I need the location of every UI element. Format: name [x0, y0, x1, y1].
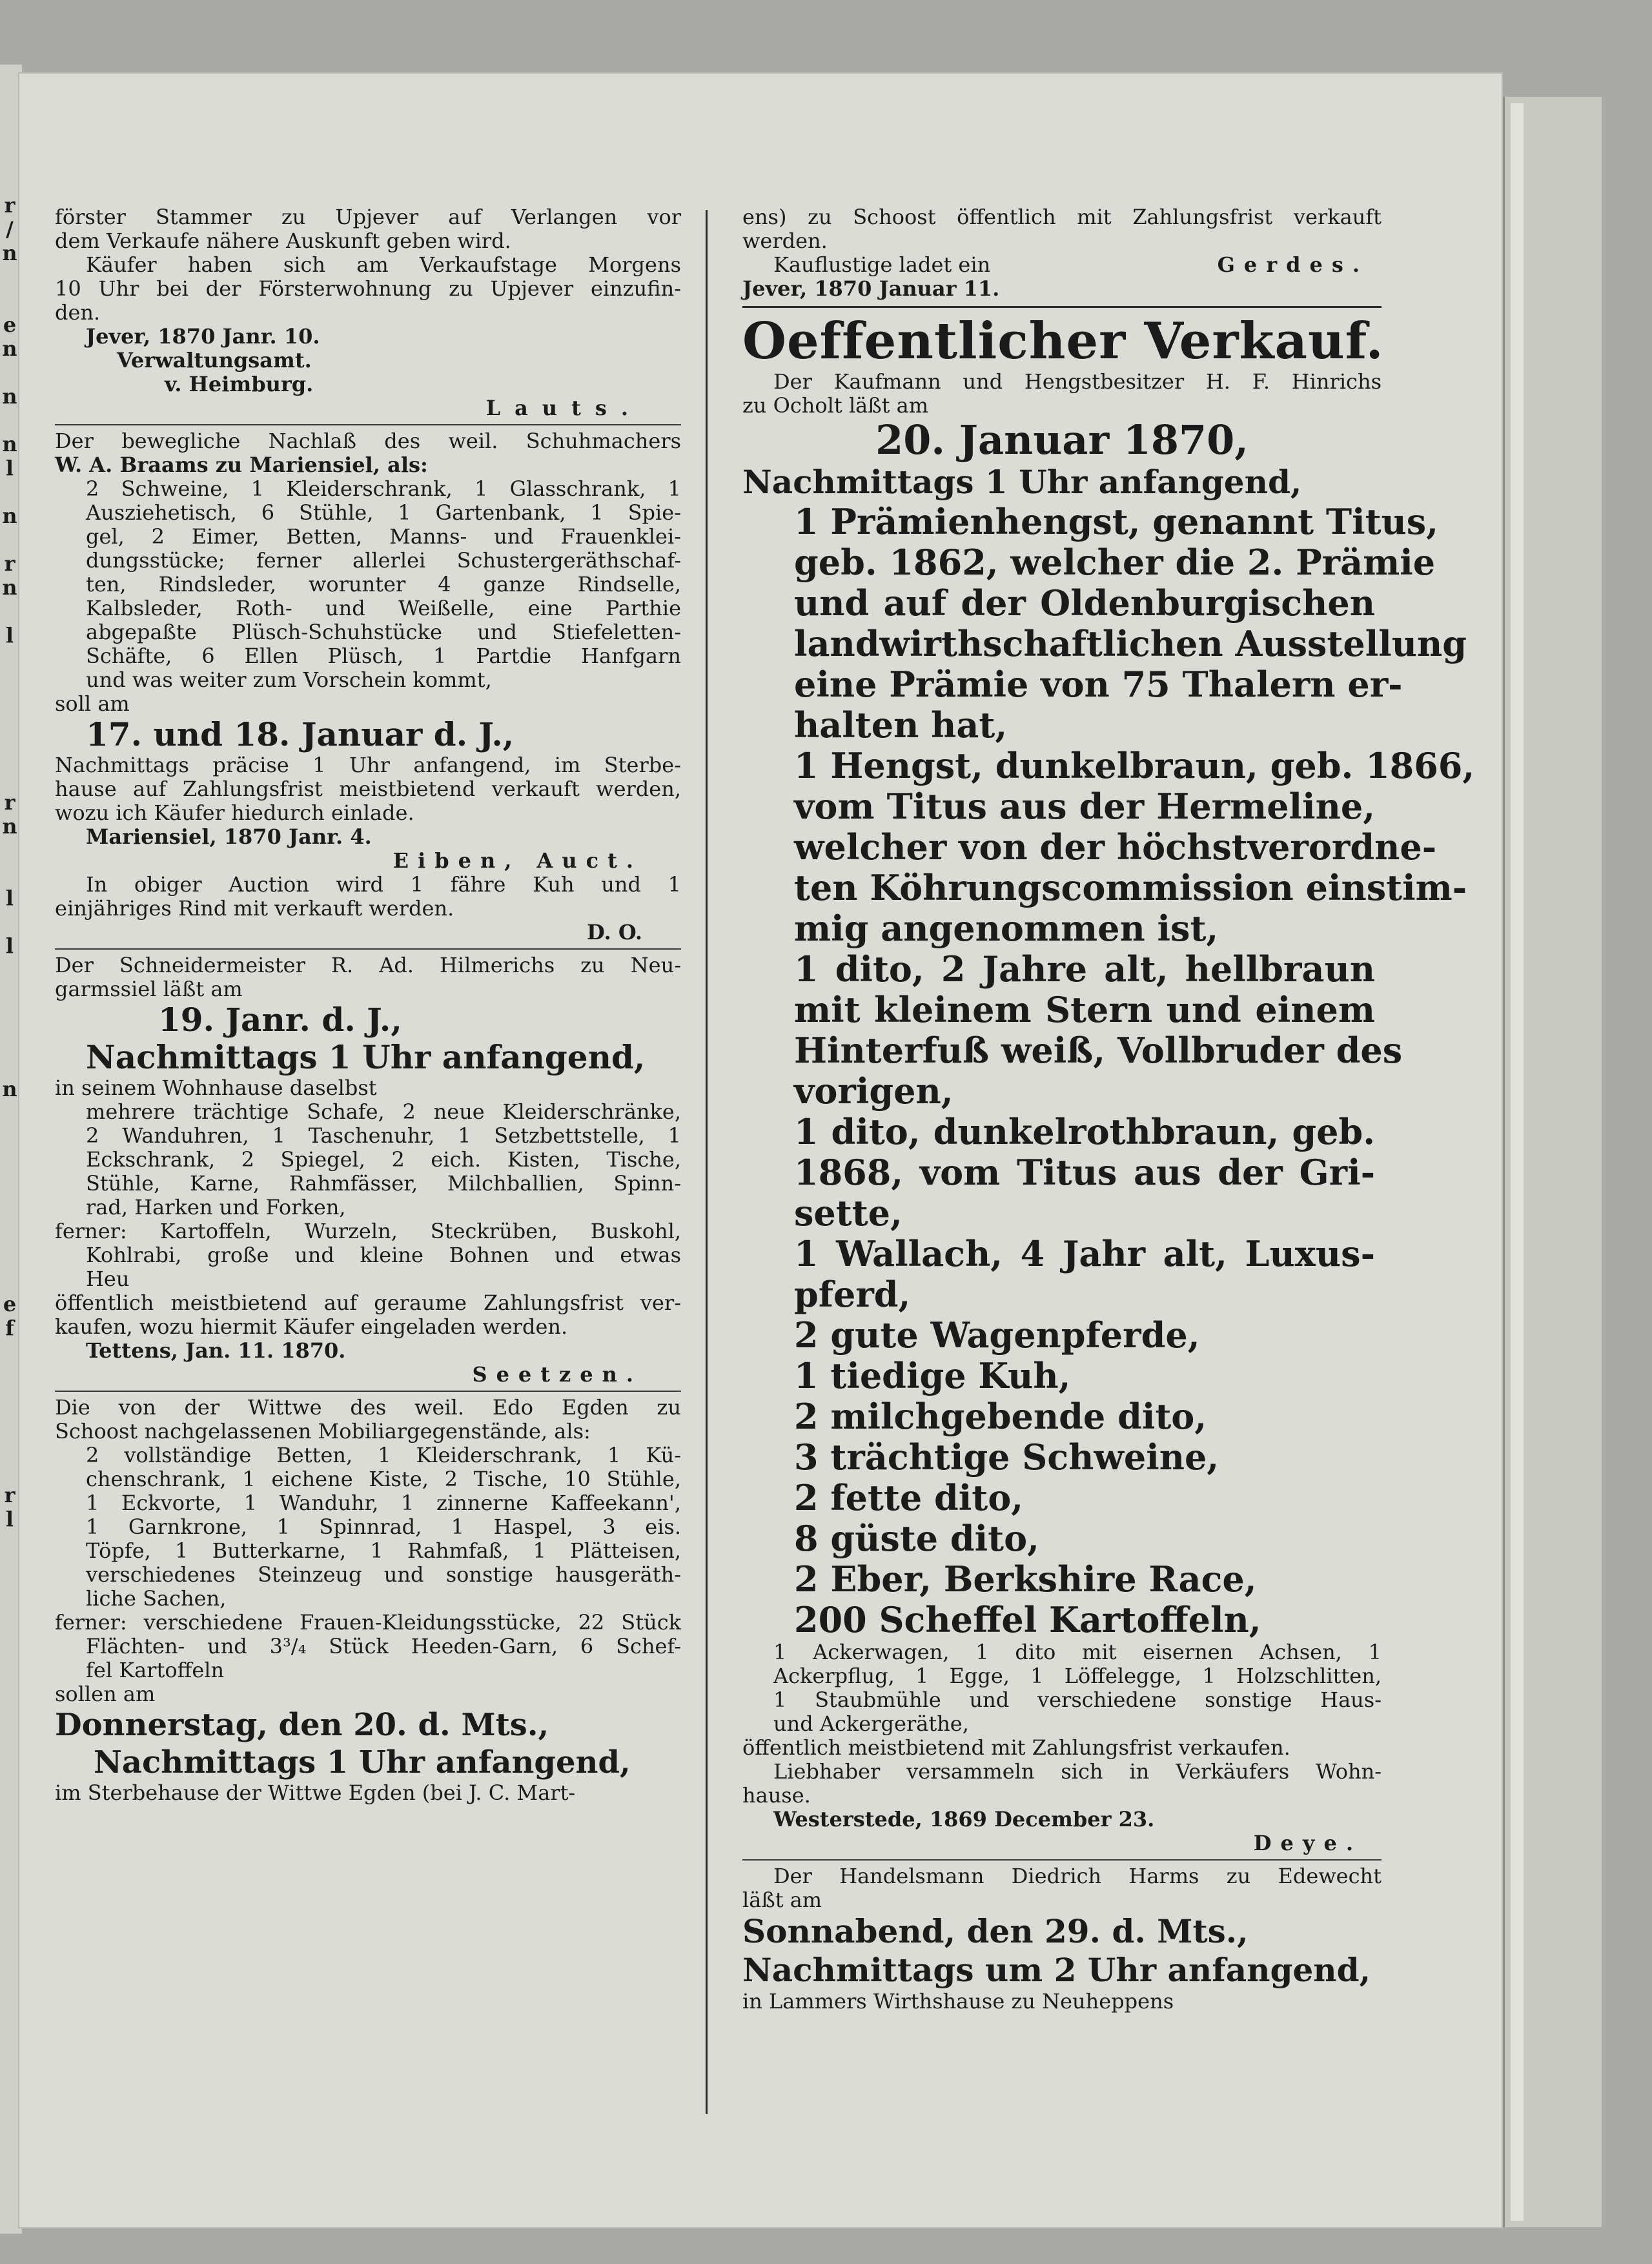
margin-letter	[0, 1101, 19, 1125]
list-item: 8 güste dito,	[794, 1518, 1039, 1559]
margin-letter	[0, 1149, 19, 1173]
auction-date: 19. Janr. d. J.,	[158, 1001, 402, 1039]
ad-braams	[55, 429, 681, 944]
ad-egden	[55, 1396, 681, 1805]
text-line: und Ackergeräthe,	[773, 1711, 969, 1736]
text-line: Der Handelsmann Diedrich Harms zu Edewecht	[773, 1864, 1382, 1888]
margin-letter: l	[5, 456, 14, 480]
ad-egden-continued	[742, 205, 1382, 301]
margin-letter	[0, 958, 19, 982]
text-line: in Lammers Wirthshause zu Neuheppens	[742, 1989, 1174, 2014]
text-line: Schoost nachgelassenen Mobiliargegenstände, als:	[55, 1419, 591, 1443]
text-line: In obiger Auction wird 1 fähre Kuh und 1	[86, 872, 681, 897]
list-item: 1 Prämienhengst, genannt Titus,	[794, 501, 1438, 542]
text-line: hause auf Zahlungsfrist meistbietend verkauft werden,	[55, 777, 681, 801]
margin-letter: n	[2, 336, 17, 361]
list-item: 200 Scheffel Kartoffeln,	[794, 1599, 1261, 1640]
list-item: 1 tiedige Kuh,	[794, 1355, 1071, 1396]
place-date: Mariensiel, 1870 Janr. 4.	[86, 824, 372, 849]
text-line: liche Sachen,	[86, 1586, 227, 1611]
text-line: Kalbsleder, Roth- und Weißelle, eine Parthie	[86, 596, 681, 620]
text-line: rad, Harken und Forken,	[86, 1195, 346, 1219]
text-line: 1 Garnkrone, 1 Spinnrad, 1 Haspel, 3 eis.	[86, 1514, 681, 1539]
page-stack-highlight	[1511, 103, 1524, 2221]
text-line: Heu	[86, 1267, 130, 1291]
signer: Gerdes.	[1217, 252, 1369, 277]
place-date: Tettens, Jan. 11. 1870.	[86, 1338, 346, 1363]
margin-letter: /	[6, 217, 14, 241]
text-line: verschiedenes Steinzeug und sonstige hausgeräth-	[86, 1562, 681, 1587]
auction-date: 17. und 18. Januar d. J.,	[86, 715, 515, 753]
margin-letter	[0, 910, 19, 934]
ad-upjever	[55, 205, 681, 420]
list-item: 2 fette dito,	[794, 1477, 1024, 1518]
list-item: 3 trächtige Schweine,	[794, 1436, 1219, 1478]
margin-letter	[0, 1006, 19, 1030]
text-line: Liebhaber versammeln sich in Verkäufers Wohn-	[773, 1759, 1382, 1784]
margin-letter	[0, 1173, 19, 1197]
margin-letter	[0, 648, 19, 671]
text-line: öffentlich meistbietend mit Zahlungsfrist verkaufen.	[742, 1735, 1290, 1760]
text-line: in seinem Wohnhause daselbst	[55, 1076, 377, 1100]
text-line: läßt am	[742, 1888, 822, 1912]
text-line: einjähriges Rind mit verkauft werden.	[55, 896, 454, 921]
text-line: Eckschrank, 2 Spiegel, 2 eich. Kisten, Tische,	[86, 1147, 681, 1172]
list-item: mig angenommen ist,	[794, 908, 1219, 949]
margin-letter	[0, 1436, 19, 1460]
ad-harms	[742, 1864, 1382, 2014]
list-item: 2 milchgebende dito,	[794, 1396, 1207, 1437]
margin-letter	[0, 1197, 19, 1221]
list-item: Hinterfuß weiß, Vollbruder des	[794, 1030, 1403, 1071]
signer: v. Heimburg.	[165, 372, 314, 396]
text-line: mehrere trächtige Schafe, 2 neue Kleiderschränke,	[86, 1099, 681, 1124]
margin-letter	[0, 1030, 19, 1054]
margin-letter: n	[2, 504, 17, 528]
margin-letter: e	[3, 312, 17, 337]
text-line: 1 Ackerwagen, 1 dito mit eisernen Achsen, 1	[773, 1640, 1382, 1664]
column-divider	[706, 210, 708, 2114]
margin-letter	[0, 1269, 19, 1292]
text-line: Ausziehetisch, 6 Stühle, 1 Gartenbank, 1 Spie-	[86, 500, 681, 525]
text-line: Nachmittags präcise 1 Uhr anfangend, im Sterbe-	[55, 753, 681, 777]
margin-letter: l	[5, 623, 14, 648]
list-item: 1868, vom Titus aus der Gri-	[794, 1152, 1375, 1193]
text-line: garmssiel läßt am	[55, 977, 243, 1001]
item-list	[742, 501, 1475, 1640]
list-item: 1 Hengst, dunkelbraun, geb. 1866,	[794, 745, 1475, 786]
text-line: hause.	[742, 1783, 811, 1808]
margin-letter	[0, 361, 19, 385]
text-line: Töpfe, 1 Butterkarne, 1 Rahmfaß, 1 Plätteisen,	[86, 1538, 681, 1563]
text-line: Schäfte, 6 Ellen Plüsch, 1 Partdie Hanfgarn	[86, 644, 681, 668]
text-line: ten, Rindsleder, worunter 4 ganze Rindselle,	[86, 572, 681, 597]
auctioneer: Lauts.	[485, 396, 642, 420]
auction-date: Sonnabend, den 29. d. Mts.,	[742, 1912, 1249, 1950]
margin-letter	[0, 1364, 19, 1388]
text-line: ens) zu Schoost öffentlich mit Zahlungsfrist verkauft	[742, 205, 1382, 229]
margin-letter: n	[2, 384, 17, 409]
text-line: werden.	[742, 229, 828, 253]
list-item: geb. 1862, welcher die 2. Prämie	[794, 542, 1436, 583]
text-line: fel Kartoffeln	[86, 1658, 225, 1682]
text-line: 2 Schweine, 1 Kleiderschrank, 1 Glasschrank, 1	[86, 476, 681, 501]
text-line: abgepaßte Plüsch-Schuhstücke und Stiefeletten-	[86, 620, 681, 644]
text-line: und was weiter zum Vorschein kommt,	[86, 668, 492, 692]
list-item: landwirthschaftlichen Ausstellung	[794, 623, 1467, 664]
auction-time: Nachmittags 1 Uhr anfangend,	[94, 1744, 631, 1780]
margin-letter	[0, 1412, 19, 1436]
text-line: 2 vollständige Betten, 1 Kleiderschrank, 1 Kü-	[86, 1443, 681, 1467]
text-line: soll am	[55, 691, 130, 716]
list-item: vorigen,	[794, 1070, 953, 1112]
margin-letter: n	[2, 1077, 17, 1101]
list-item: welcher von der höchstverordne-	[794, 826, 1437, 868]
text-line: Stühle, Karne, Rahmfässer, Milchballien, Spinn-	[86, 1171, 681, 1196]
initials: D. O.	[586, 920, 642, 944]
margin-letter	[0, 671, 19, 695]
margin-letter: l	[5, 1507, 14, 1531]
signer: Deye.	[1253, 1831, 1362, 1855]
text-line: dem Verkaufe nähere Auskunft geben wird.	[55, 229, 511, 253]
separator	[742, 1859, 1382, 1861]
margin-letter: n	[2, 575, 17, 600]
margin-letter	[0, 480, 19, 504]
margin-letter: r	[4, 790, 15, 815]
auction-time: Nachmittags 1 Uhr anfangend,	[742, 463, 1302, 501]
list-item: und auf der Oldenburgischen	[794, 582, 1375, 624]
margin-letter	[0, 743, 19, 767]
list-item: 1 Wallach, 4 Jahr alt, Luxus-	[794, 1233, 1375, 1274]
list-item: 2 Eber, Berkshire Race,	[794, 1558, 1257, 1600]
text-line: 1 Staubmühle und verschiedene sonstige Haus-	[773, 1688, 1382, 1712]
margin-letter	[0, 862, 19, 886]
text-line: ferner: Kartoffeln, Wurzeln, Steckrüben, Buskohl,	[55, 1219, 681, 1243]
list-item: 1 dito, dunkelrothbraun, geb.	[794, 1111, 1375, 1152]
text-line: förster Stammer zu Upjever auf Verlangen vor	[55, 205, 681, 229]
list-item: sette,	[794, 1192, 902, 1234]
ad-headline: Oeffentlicher Verkauf.	[742, 312, 1384, 371]
list-item: vom Titus aus der Hermeline,	[794, 786, 1375, 827]
separator	[742, 306, 1382, 308]
margin-letter	[0, 839, 19, 862]
margin-letter	[0, 1245, 19, 1269]
text-line: 10 Uhr bei der Försterwohnung zu Upjever einzufin-	[55, 276, 681, 301]
margin-letter: n	[2, 814, 17, 839]
margin-letter	[0, 767, 19, 791]
text-line: Kohlrabi, große und kleine Bohnen und etwas	[86, 1243, 681, 1267]
list-item: eine Prämie von 75 Thalern er-	[794, 664, 1403, 705]
separator	[55, 424, 681, 425]
text-line: dungsstücke; ferner allerlei Schustergeräthschaf-	[86, 548, 681, 573]
text-line: Der Kaufmann und Hengstbesitzer H. F. Hinrichs	[773, 369, 1382, 394]
text-line: Der bewegliche Nachlaß des weil. Schuhmachers	[55, 429, 681, 453]
list-item: halten hat,	[794, 704, 1008, 746]
text-line: Käufer haben sich am Verkaufstage Morgens	[86, 252, 681, 277]
text-line: Flächten- und 3³/₄ Stück Heeden-Garn, 6 Schef-	[86, 1634, 681, 1658]
text-line: zu Ocholt läßt am	[742, 393, 929, 418]
text-line: Ackerpflug, 1 Egge, 1 Löffelegge, 1 Holzschlitten,	[773, 1664, 1382, 1688]
margin-letter	[0, 289, 19, 313]
signer: Seetzen.	[472, 1362, 642, 1387]
text-line: gel, 2 Eimer, Betten, Manns- und Frauenklei-	[86, 524, 681, 549]
list-item: pferd,	[794, 1274, 911, 1315]
margin-letter: f	[5, 1316, 14, 1340]
list-item: 1 dito, 2 Jahre alt, hellbraun	[794, 948, 1375, 990]
margin-letter: l	[5, 933, 14, 958]
left-column	[55, 205, 681, 1805]
list-item: 2 gute Wagenpferde,	[794, 1314, 1200, 1356]
margin-letter	[0, 719, 19, 743]
text-line: öffentlich meistbietend auf geraume Zahlungsfrist ver-	[55, 1290, 681, 1315]
margin-letter	[0, 600, 19, 624]
auction-time: Nachmittags um 2 Uhr anfangend,	[742, 1951, 1371, 1989]
text-line: Die von der Wittwe des weil. Edo Egden zu	[55, 1395, 681, 1420]
text-line: wozu ich Käufer hiedurch einlade.	[55, 801, 414, 825]
margin-letter: n	[2, 241, 17, 265]
text-line: 1 Eckvorte, 1 Wanduhr, 1 zinnerne Kaffeekann',	[86, 1491, 681, 1515]
margin-letter: r	[4, 193, 15, 218]
previous-page-edge-letters	[0, 194, 19, 1531]
margin-letter	[0, 409, 19, 433]
margin-letter	[0, 1460, 19, 1484]
margin-letter: n	[2, 432, 17, 456]
auction-date: Donnerstag, den 20. d. Mts.,	[55, 1707, 549, 1743]
separator	[55, 1391, 681, 1392]
text-line: kaufen, wozu hiermit Käufer eingeladen werden.	[55, 1314, 568, 1339]
margin-letter: r	[4, 1483, 15, 1507]
margin-letter	[0, 265, 19, 289]
margin-letter: r	[4, 551, 15, 576]
separator	[55, 948, 681, 950]
margin-letter	[0, 1340, 19, 1364]
margin-letter: l	[5, 886, 14, 910]
margin-letter	[0, 1054, 19, 1077]
text-line: 2 Wanduhren, 1 Taschenuhr, 1 Setzbettstelle, 1	[86, 1123, 681, 1148]
text-line: den.	[55, 300, 101, 325]
text-line: im Sterbehause der Wittwe Egden (bei J. C. Mart-	[55, 1780, 576, 1805]
margin-letter	[0, 1125, 19, 1149]
office-name: Verwaltungsamt.	[117, 348, 312, 372]
place-date: Jever, 1870 Januar 11.	[742, 276, 1000, 301]
signer: Eiben, Auct.	[393, 848, 642, 873]
place-date: Westerstede, 1869 December 23.	[773, 1807, 1155, 1831]
list-item: mit kleinem Stern und einem	[794, 989, 1375, 1030]
margin-letter	[0, 1388, 19, 1412]
text-line: chenschrank, 1 eichene Kiste, 2 Tische, 10 Stühle,	[86, 1467, 681, 1491]
text-line: ferner: verschiedene Frauen-Kleidungsstücke, 22 Stück	[55, 1610, 681, 1635]
text-line: Der Schneidermeister R. Ad. Hilmerichs zu Neu-	[55, 953, 681, 977]
invite-line	[742, 253, 1382, 277]
auction-time: Nachmittags 1 Uhr anfangend,	[86, 1038, 646, 1076]
right-column	[742, 205, 1475, 2014]
margin-letter	[0, 1221, 19, 1245]
auction-date: 20. Januar 1870,	[875, 416, 1249, 464]
ad-hinrichs	[742, 312, 1475, 1855]
margin-letter	[0, 695, 19, 719]
margin-letter: e	[3, 1292, 17, 1316]
text-line: sollen am	[55, 1682, 156, 1706]
text-line: W. A. Braams zu Mariensiel, als:	[55, 453, 428, 477]
ad-hilmerichs	[55, 954, 681, 1387]
invite-text: Kauflustige ladet ein	[773, 252, 991, 277]
margin-letter	[0, 982, 19, 1006]
margin-letter	[0, 528, 19, 552]
list-item: ten Köhrungscommission einstim-	[794, 867, 1467, 908]
place-date: Jever, 1870 Janr. 10.	[86, 324, 320, 349]
